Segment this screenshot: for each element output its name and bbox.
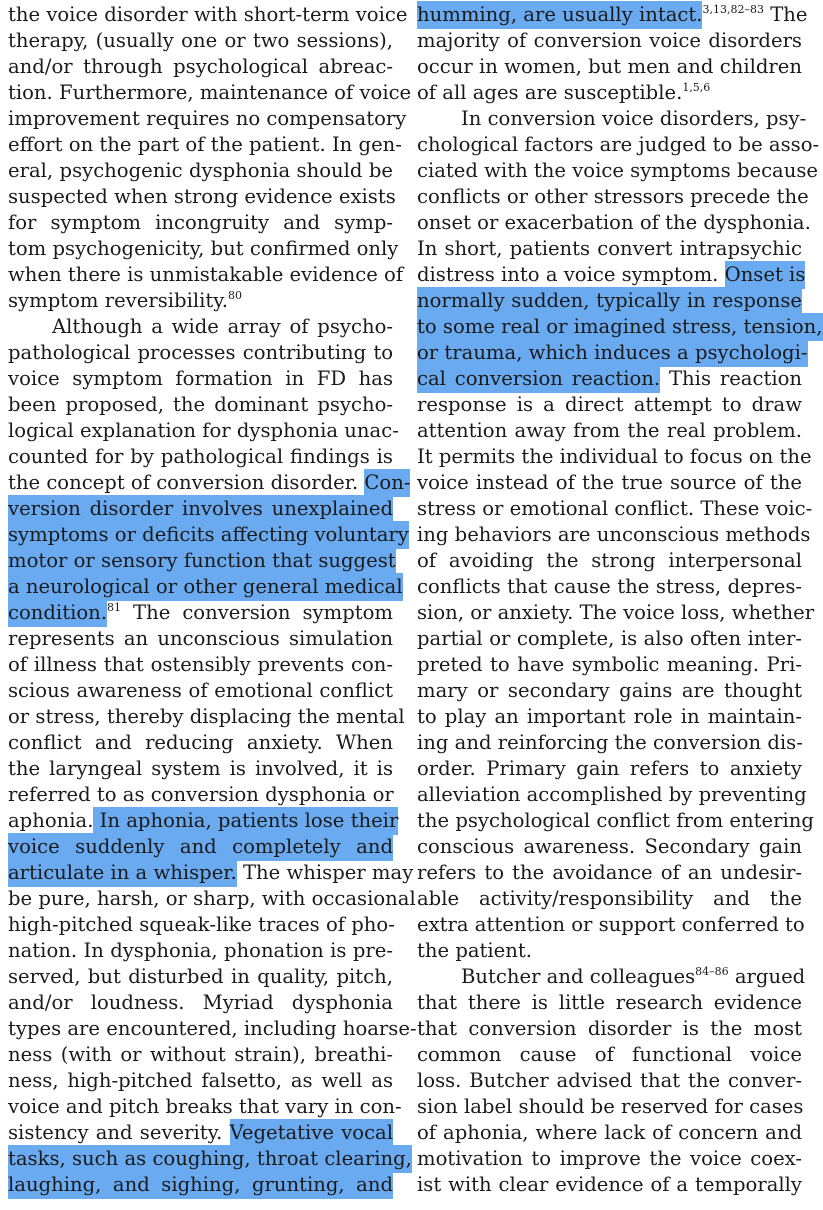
text-line [8, 912, 393, 938]
body-text: extra attention or support conferred to [417, 913, 805, 936]
left-column [8, 2, 417, 1198]
body-text: sion, or anxiety. The voice loss, whether [417, 601, 815, 624]
body-text: suspected when strong evidence exists [8, 185, 396, 208]
text-line [417, 262, 806, 288]
body-text: when there is unmistakable evidence of [8, 263, 404, 286]
text-line [8, 210, 393, 236]
text-line [8, 704, 405, 730]
text-line [8, 1042, 393, 1068]
highlighted-text: laughing, and sighing, grunting, and [8, 1171, 393, 1199]
body-text: ciated with the voice symptoms because [417, 159, 819, 182]
body-text: of aphonia, where lack of concern and [417, 1121, 802, 1144]
body-text: eral, psychogenic dysphonia should be [8, 159, 393, 182]
body-text: Although a wide array of psycho- [52, 315, 393, 338]
body-text: distress into a voice symptom. [417, 263, 725, 286]
text-line [8, 2, 408, 28]
text-line [417, 886, 802, 912]
text-line [8, 808, 399, 834]
text-line [417, 28, 802, 54]
text-line [417, 678, 802, 704]
highlighted-text: condition. [8, 599, 107, 627]
text-line [417, 184, 809, 210]
body-text: sion label should be reserved for cases [417, 1095, 804, 1118]
text-line [417, 236, 802, 262]
text-line [8, 80, 412, 106]
body-text: It permits the individual to focus on the [417, 445, 812, 468]
text-line [417, 340, 808, 366]
text-line [8, 28, 393, 54]
body-text: the psychological conflict from entering [417, 809, 814, 832]
body-text: stress or emotional conflict. These voic- [417, 497, 813, 520]
body-text: high-pitched squeak-like traces of pho- [8, 913, 395, 936]
text-line [417, 1068, 802, 1094]
body-text: voice instead of the true source of the [417, 471, 802, 494]
text-line [417, 1094, 802, 1120]
text-line [417, 860, 802, 886]
text-line [417, 704, 802, 730]
body-text: occur in women, but men and children [417, 55, 802, 78]
text-line [417, 574, 802, 600]
body-text: preted to have symbolic meaning. Pri- [417, 653, 802, 676]
body-text: In short, patients convert intrapsychic [417, 237, 802, 260]
body-text: alleviation accomplished by preventing [417, 783, 807, 806]
text-line [417, 1120, 802, 1146]
body-text: conflict and reducing anxiety. When [8, 731, 393, 754]
body-text: argued [728, 965, 806, 988]
highlighted-text: humming, are usually intact. [417, 1, 702, 29]
body-text: represents an unconscious simulation [8, 627, 393, 650]
text-line [417, 80, 802, 106]
text-line [417, 1172, 802, 1198]
text-line [8, 652, 393, 678]
text-line [417, 496, 813, 522]
right-column [417, 2, 823, 1198]
text-line [417, 392, 802, 418]
body-text: or stress, thereby displacing the mental [8, 705, 405, 728]
body-text: pathological processes contributing to [8, 341, 393, 364]
body-text: partial or complete, is also often inter- [417, 627, 802, 650]
text-line [417, 626, 802, 652]
text-line [417, 730, 802, 756]
text-line [8, 392, 393, 418]
body-text: majority of conversion voice disorders [417, 29, 802, 52]
body-text: be pure, harsh, or sharp, with occasional [8, 887, 416, 910]
text-line [417, 756, 802, 782]
body-text: chological factors are judged to be asso- [417, 133, 820, 156]
body-text: therapy, (usually one or two sessions), [8, 29, 393, 52]
text-line [8, 834, 393, 860]
text-line [8, 236, 399, 262]
body-text: common cause of functional voice [417, 1043, 802, 1066]
text-line [417, 418, 802, 444]
body-text: logical explanation for dysphonia unac- [8, 419, 399, 442]
body-text: voice symptom formation in FD has [8, 367, 393, 390]
text-line [8, 132, 402, 158]
body-text: ing and reinforcing the conversion dis- [417, 731, 803, 754]
body-text: the concept of conversion disorder. [8, 471, 365, 494]
text-line [8, 288, 393, 314]
body-text: Butcher and colleagues [461, 965, 696, 988]
body-text: the patient. [417, 939, 532, 962]
text-line [8, 600, 393, 626]
body-text: conflicts or other stressors precede the [417, 185, 809, 208]
text-line [8, 314, 393, 340]
body-text: mary or secondary gains are thought [417, 679, 802, 702]
body-text: and/or through psychological abreac- [8, 55, 393, 78]
text-line [8, 522, 409, 548]
highlighted-text: version disorder involves unexplained [8, 495, 393, 523]
body-text: loss. Butcher advised that the conver- [417, 1069, 802, 1092]
highlighted-text: motor or sensory function that suggest [8, 547, 396, 575]
highlighted-text: or trauma, which induces a psychologi- [417, 339, 808, 367]
text-line [8, 756, 393, 782]
text-line [417, 2, 808, 28]
highlighted-text: voice suddenly and completely and [8, 833, 393, 861]
text-line [417, 990, 802, 1016]
text-line [417, 834, 802, 860]
body-text: conflicts that cause the stress, depres- [417, 575, 802, 598]
text-line [8, 1068, 393, 1094]
citation-superscript: 80 [227, 289, 242, 302]
text-line [8, 938, 393, 964]
text-line [417, 288, 802, 314]
text-line [8, 1172, 393, 1198]
text-line [417, 808, 814, 834]
text-line [8, 158, 393, 184]
text-line [8, 548, 396, 574]
text-line [8, 782, 393, 808]
text-line [8, 574, 403, 600]
body-text: to play an important role in maintain- [417, 705, 802, 728]
body-text: that conversion disorder is the most [417, 1017, 802, 1040]
text-line [8, 340, 393, 366]
body-text: This reaction [660, 367, 802, 390]
body-text: counted for by pathological findings is [8, 445, 393, 468]
body-text: order. Primary gain refers to anxiety [417, 757, 802, 780]
body-text: served, but disturbed in quality, pitch, [8, 965, 393, 988]
body-text: of illness that ostensibly prevents con- [8, 653, 393, 676]
text-line [8, 860, 414, 886]
text-line [8, 626, 393, 652]
text-line [417, 1016, 802, 1042]
body-text: for symptom incongruity and symp- [8, 211, 393, 234]
text-line [417, 912, 805, 938]
body-text: voice and pitch breaks that vary in con- [8, 1095, 402, 1118]
body-text: of all ages are susceptible. [417, 81, 683, 104]
body-text: response is a direct attempt to draw [417, 393, 802, 416]
body-text: conscious awareness. Secondary gain [417, 835, 802, 858]
text-line [417, 522, 811, 548]
text-line [8, 496, 393, 522]
text-line [8, 106, 407, 132]
body-text: that there is little research evidence [417, 991, 802, 1014]
text-line [8, 366, 393, 392]
text-line [8, 184, 396, 210]
text-line [8, 418, 399, 444]
text-line [8, 678, 393, 704]
text-line [8, 1094, 402, 1120]
text-line [8, 1146, 412, 1172]
body-text: able activity/responsibility and the [417, 887, 802, 910]
text-line [417, 964, 806, 990]
highlighted-text: tasks, such as coughing, throat clearing, [8, 1145, 412, 1173]
body-text: been proposed, the dominant psycho- [8, 393, 393, 416]
text-line [8, 990, 393, 1016]
body-text: refers to the avoidance of an undesir- [417, 861, 802, 884]
body-text: motivation to improve the voice coex- [417, 1147, 802, 1170]
text-line [417, 366, 802, 392]
citation-superscript: 81 [106, 601, 121, 614]
text-line [8, 262, 404, 288]
body-text: the laryngeal system is involved, it is [8, 757, 393, 780]
text-line [417, 652, 802, 678]
text-line [417, 210, 811, 236]
text-line [417, 548, 802, 574]
body-text: The whisper may [236, 861, 414, 884]
text-line [417, 314, 823, 340]
body-text: sistency and severity. [8, 1121, 230, 1144]
body-text: of avoiding the strong interpersonal [417, 549, 802, 572]
highlighted-text: normally sudden, typically in response [417, 287, 802, 315]
text-line [417, 54, 802, 80]
body-text: ing behaviors are unconscious methods [417, 523, 811, 546]
citation-superscript: 1,5,6 [682, 81, 711, 94]
body-text: ist with clear evidence of a temporally [417, 1173, 802, 1196]
body-text: types are encountered, including hoarse- [8, 1017, 417, 1040]
body-text: ness (with or without strain), breathi- [8, 1043, 393, 1066]
text-line [8, 730, 393, 756]
body-text: The conversion symptom [120, 601, 393, 624]
text-line [417, 444, 812, 470]
body-text: scious awareness of emotional conflict [8, 679, 393, 702]
body-text: aphonia. [8, 809, 94, 832]
body-text: ness, high-pitched falsetto, as well as [8, 1069, 393, 1092]
text-line [8, 444, 393, 470]
text-line [417, 938, 802, 964]
body-text: symptom reversibility. [8, 289, 228, 312]
text-line [417, 1146, 802, 1172]
body-text: the voice disorder with short-term voice [8, 3, 408, 26]
text-line [8, 54, 393, 80]
text-line [8, 1120, 393, 1146]
body-text: onset or exacerbation of the dysphonia. [417, 211, 811, 234]
highlighted-text: symptoms or deficits affecting voluntary [8, 521, 409, 549]
highlighted-text: Onset is [725, 261, 806, 289]
text-line [8, 886, 416, 912]
highlighted-text: to some real or imagined stress, tension, [417, 313, 823, 341]
highlighted-text: Con- [364, 469, 410, 497]
text-line [417, 470, 802, 496]
text-line [417, 106, 807, 132]
highlighted-text: In aphonia, patients lose their [93, 807, 398, 835]
text-line [8, 470, 411, 496]
highlighted-text: cal conversion reaction. [417, 365, 660, 393]
highlighted-text: articulate in a whisper. [8, 859, 237, 887]
text-line [8, 1016, 417, 1042]
body-text: effort on the part of the patient. In gen- [8, 133, 402, 156]
body-text: improvement requires no compensatory [8, 107, 407, 130]
body-text: referred to as conversion dysphonia or [8, 783, 394, 806]
text-line [417, 600, 815, 626]
citation-superscript: 3,13,82–83 [702, 3, 764, 16]
text-line [8, 964, 393, 990]
citation-superscript: 84–86 [695, 965, 729, 978]
highlighted-text: a neurological or other general medical [8, 573, 403, 601]
body-text: In conversion voice disorders, psy- [461, 107, 807, 130]
body-text: tion. Furthermore, maintenance of voice [8, 81, 412, 104]
text-line [417, 158, 819, 184]
body-text: attention away from the real problem. [417, 419, 802, 442]
body-text: nation. In dysphonia, phonation is pre- [8, 939, 393, 962]
text-line [417, 132, 820, 158]
body-text: The [763, 3, 808, 26]
body-text: tom psychogenicity, but confirmed only [8, 237, 399, 260]
highlighted-text: Vegetative vocal [230, 1119, 393, 1147]
text-line [417, 1042, 802, 1068]
text-line [417, 782, 807, 808]
body-text: and/or loudness. Myriad dysphonia [8, 991, 393, 1014]
